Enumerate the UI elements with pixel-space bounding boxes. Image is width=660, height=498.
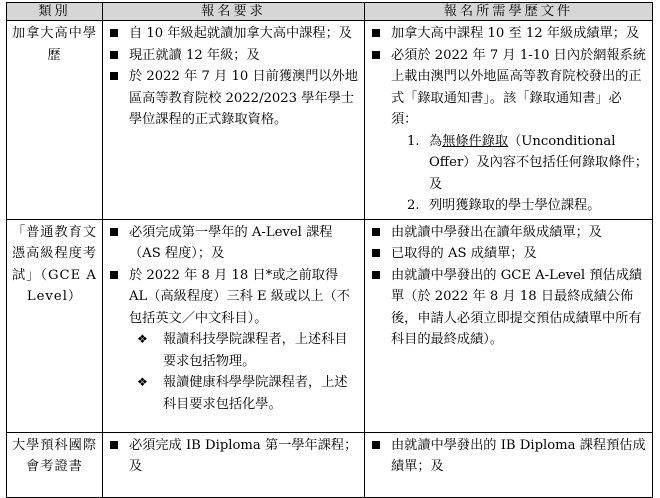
requirements-cell <box>103 21 365 220</box>
category-cell: 「普通教育文憑高級程度考試」（GCE A Level） <box>7 219 103 432</box>
document-item-text: 必須於 2022 年 7 月 1-10 日內於網報系統上載由澳門以外地區高等教育院校發出的正式「錄取通知書」。該「錄取通知書」必須： <box>391 47 646 127</box>
document-sublist <box>391 131 648 217</box>
document-item: 加拿大高中課程 10 至 12 年級成績單；及 <box>369 23 648 45</box>
requirement-item: 自 10 年級起就讀加拿大高中課程；及 <box>107 23 360 45</box>
header-documents: 報名所需學歷文件 <box>365 3 653 21</box>
subitem-pre: 為 <box>429 133 443 149</box>
requirement-item: 於 2022 年 7 月 10 日前獲澳門以外地區高等教育院校 2022/2023 學年學士學位課程的正式錄取資格。 <box>107 66 360 131</box>
documents-cell <box>365 432 653 497</box>
subitem-post: （Unconditional Offer）及內容不包括任何錄取條件；及 <box>429 133 648 192</box>
category-cell: 加拿大高中學歷 <box>7 21 103 220</box>
subitem-pre: 列明獲錄取的學士學位課程。 <box>429 198 601 213</box>
document-item: 由就讀中學發出的 GCE A-Level 預估成績單（於 2022 年 8 月 18 日最終成績公佈後，申請人必須立即提交預估成績單中所有科目的最終成績）。 <box>369 265 648 351</box>
subitem-number: 1. <box>407 133 420 149</box>
requirements-cell <box>103 219 365 432</box>
document-subitem <box>391 131 648 196</box>
requirement-item: 現正就讀 12 年級；及 <box>107 45 360 67</box>
header-requirements: 報名要求 <box>103 3 365 21</box>
table-row <box>7 432 653 497</box>
document-item <box>369 45 648 217</box>
table-row <box>7 21 653 220</box>
category-cell: 大學預科國際會考證書 <box>7 432 103 497</box>
document-item: 由就讀中學發出在讀年級成績單；及 <box>369 222 648 244</box>
document-item: 由就讀中學發出的 IB Diploma 課程預估成績單；及 <box>369 435 648 478</box>
requirement-subitem: ❖ 報讀健康科學學院課程者，上述科目要求包括化學。 <box>107 372 360 415</box>
requirements-table <box>6 2 653 498</box>
header-category: 類別 <box>7 3 103 21</box>
requirement-item: 必須完成第一學年的 A-Level 課程（AS 程度）；及 <box>107 222 360 265</box>
requirement-subitem: ❖ 報讀科技學院課程者，上述科目要求包括物理。 <box>107 329 360 372</box>
subitem-underlined: 無條件錄取 <box>442 133 509 149</box>
requirement-item: 於 2022 年 8 月 18 日*或之前取得 AL（高級程度）三科 E 級或以上（不包括英文／中文科目）。 <box>107 265 360 330</box>
document-subitem <box>391 195 648 217</box>
document-item: 已取得的 AS 成績單；及 <box>369 243 648 265</box>
documents-cell <box>365 219 653 432</box>
subitem-number: 2. <box>407 198 420 213</box>
table-row <box>7 219 653 432</box>
documents-cell <box>365 21 653 220</box>
table-header-row <box>7 3 653 21</box>
requirements-cell <box>103 432 365 497</box>
requirement-item: 必須完成 IB Diploma 第一學年課程；及 <box>107 435 360 478</box>
